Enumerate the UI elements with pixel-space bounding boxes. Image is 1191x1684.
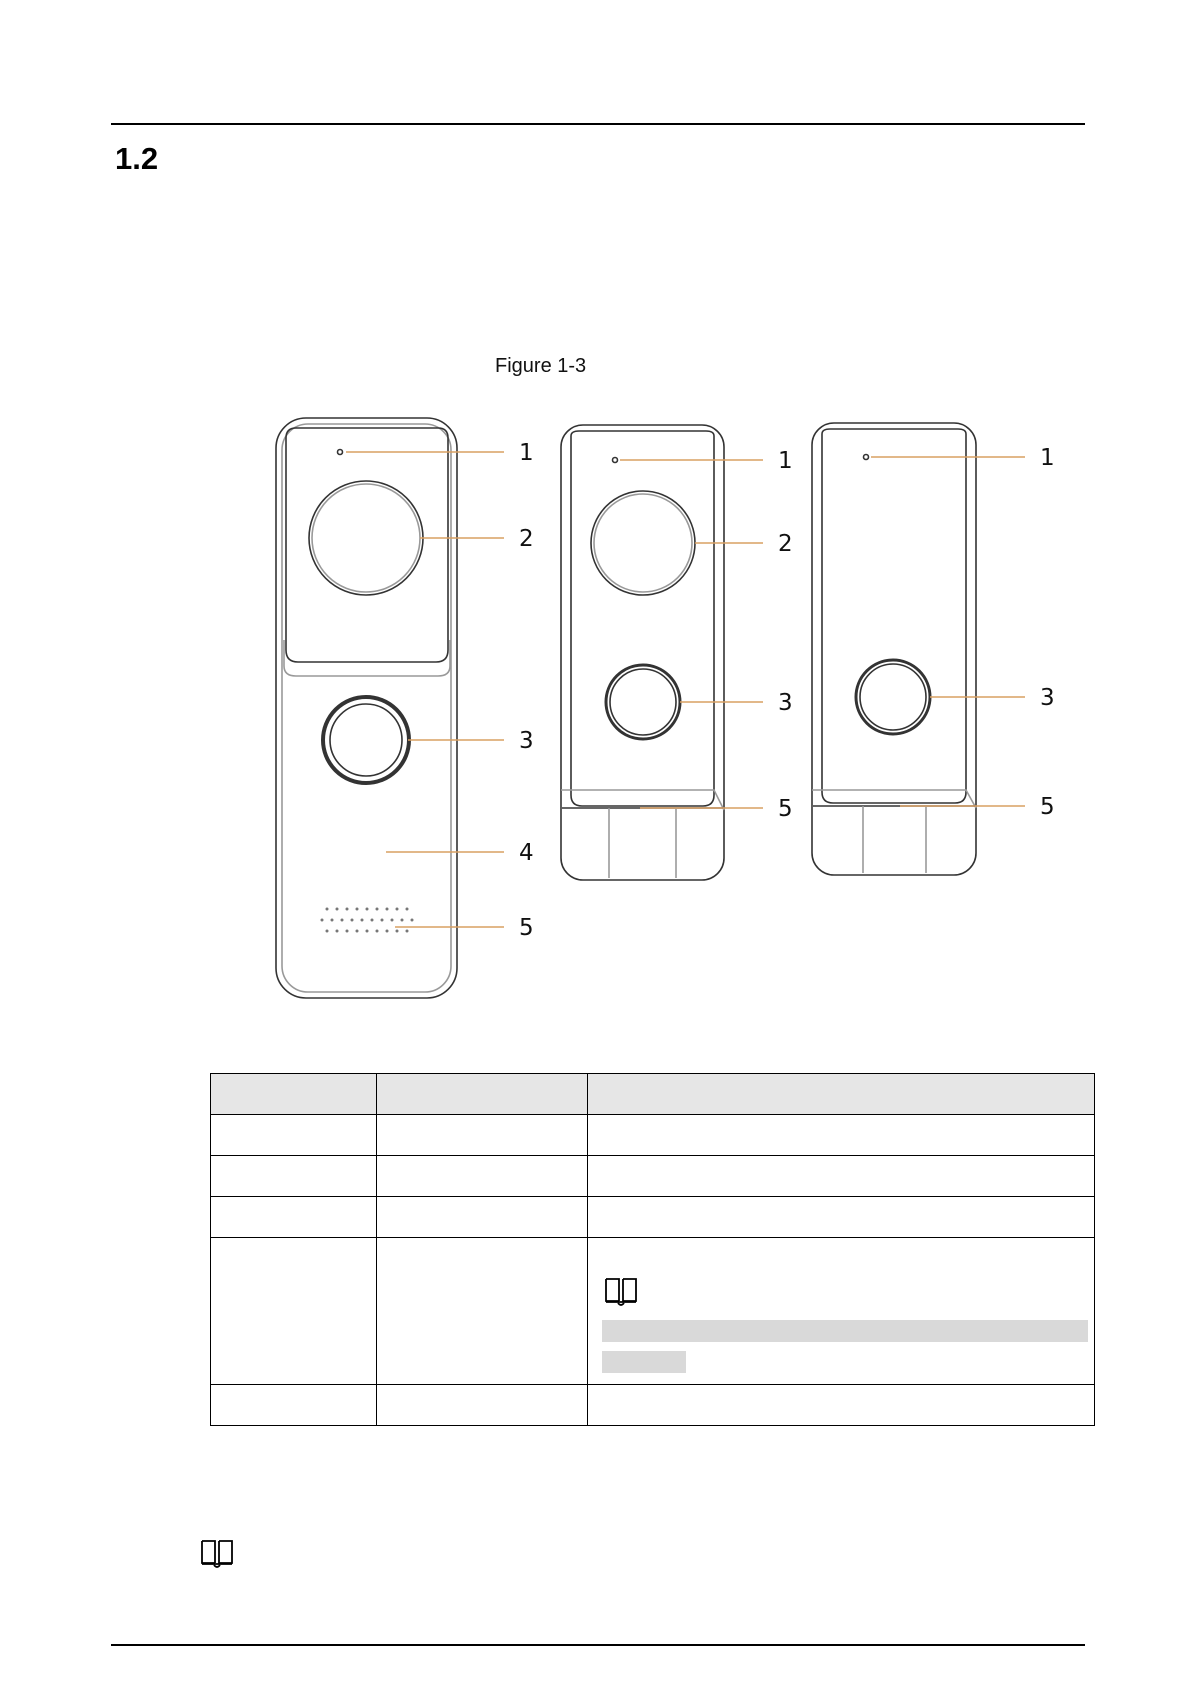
table-cell	[377, 1197, 588, 1238]
callout-b-1: 1	[778, 448, 793, 474]
table-cell	[211, 1197, 377, 1238]
device-c-leaders	[871, 457, 1025, 806]
table-cell	[211, 1115, 377, 1156]
note-book-icon	[198, 1538, 236, 1568]
table-row	[211, 1385, 1095, 1426]
table-header-cell	[377, 1074, 588, 1115]
table-cell	[377, 1156, 588, 1197]
table-cell-note	[588, 1238, 1095, 1385]
table-cell	[377, 1115, 588, 1156]
callout-a-5: 5	[519, 915, 534, 941]
note-highlight-bar	[602, 1320, 1088, 1342]
callout-b-3: 3	[778, 690, 793, 716]
parts-table	[210, 1073, 1095, 1426]
callout-b-2: 2	[778, 531, 793, 557]
table-cell	[211, 1385, 377, 1426]
callout-a-4: 4	[519, 840, 534, 866]
table-cell	[588, 1115, 1095, 1156]
device-a	[276, 418, 457, 998]
footer-rule	[111, 1644, 1085, 1646]
device-b	[561, 425, 724, 880]
callout-b-5: 5	[778, 796, 793, 822]
table-row	[211, 1115, 1095, 1156]
table-cell	[211, 1238, 377, 1385]
table-cell	[588, 1385, 1095, 1426]
callout-c-5: 5	[1040, 794, 1055, 820]
table-cell	[588, 1197, 1095, 1238]
table-header-row	[211, 1074, 1095, 1115]
callout-a-2: 2	[519, 526, 534, 552]
device-c	[812, 423, 976, 875]
table-row	[211, 1197, 1095, 1238]
table-row	[211, 1156, 1095, 1197]
table-row	[211, 1238, 1095, 1385]
table-cell	[377, 1385, 588, 1426]
device-a-leaders	[346, 452, 504, 927]
table-header-cell	[588, 1074, 1095, 1115]
table-header-cell	[211, 1074, 377, 1115]
callout-c-3: 3	[1040, 685, 1055, 711]
note-book-icon	[602, 1276, 640, 1306]
device-b-leaders	[620, 460, 763, 808]
table-cell	[211, 1156, 377, 1197]
table-cell	[377, 1238, 588, 1385]
note-highlight-bar	[602, 1351, 686, 1373]
callout-a-1: 1	[519, 440, 534, 466]
callout-a-3: 3	[519, 728, 534, 754]
callout-c-1: 1	[1040, 445, 1055, 471]
section-number: 1.2	[115, 141, 159, 176]
figure-caption: Figure 1-3	[495, 355, 587, 377]
table-cell	[588, 1156, 1095, 1197]
